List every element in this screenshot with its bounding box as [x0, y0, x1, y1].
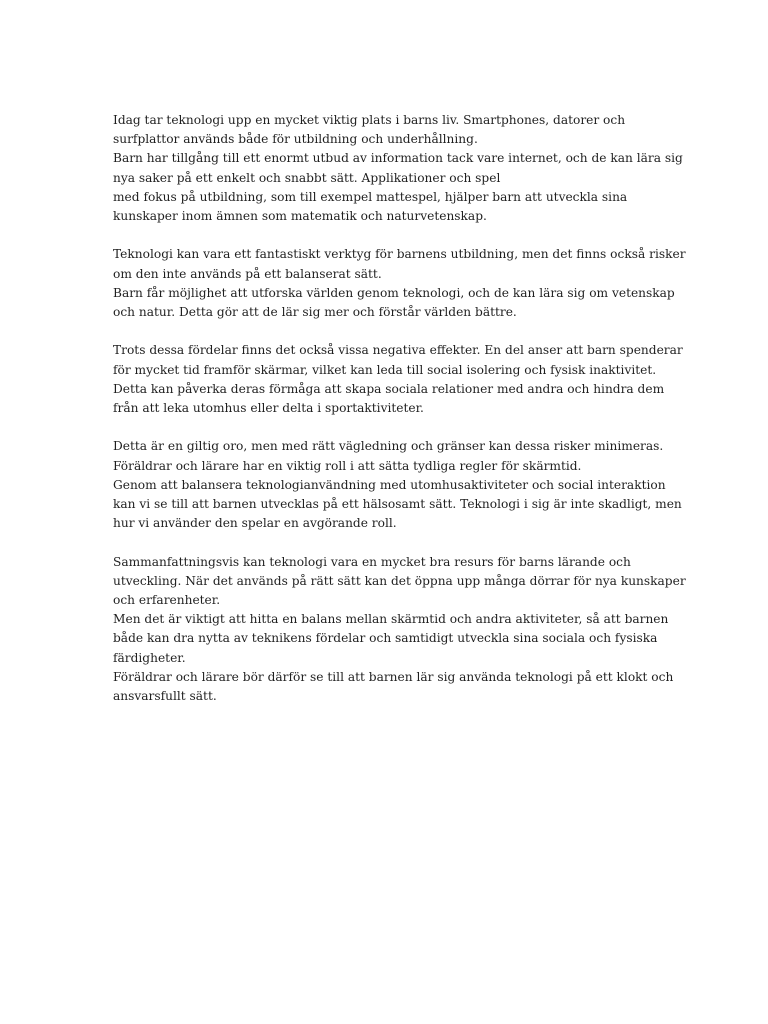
text-line: och erfarenheter.	[113, 593, 221, 608]
paragraph-4	[113, 437, 682, 533]
text-line: Trots dessa fördelar finns det också vissa negativa effekter. En del anser att barn spenderar	[113, 343, 683, 358]
paragraph-3	[113, 341, 683, 418]
text-line: Föräldrar och lärare har en viktig roll i att sätta tydliga regler för skärmtid.	[113, 458, 582, 473]
text-line: både kan dra nytta av teknikens fördelar och samtidigt utveckla sina sociala och fysiska	[113, 631, 658, 646]
text-line: Barn har tillgång till ett enormt utbud av information tack vare internet, och de kan lära sig	[113, 151, 683, 166]
text-line: Detta är en giltig oro, men med rätt vägledning och gränser kan dessa risker minimeras.	[113, 439, 664, 454]
text-line: Sammanfattningsvis kan teknologi vara en mycket bra resurs för barns lärande och	[113, 554, 631, 569]
text-line: Detta kan påverka deras förmåga att skapa sociala relationer med andra och hindra dem	[113, 381, 665, 396]
text-line: Föräldrar och lärare bör därför se till att barnen lär sig använda teknologi på ett klokt och	[113, 669, 674, 684]
text-line: Idag tar teknologi upp en mycket viktig plats i barns liv. Smartphones, datorer och	[113, 113, 626, 127]
text-line: färdigheter.	[113, 650, 186, 665]
text-line: Genom att balansera teknologianvändning med utomhusaktiviteter och social interaktion	[113, 477, 666, 492]
paragraph-5	[113, 553, 686, 707]
text-line: nya saker på ett enkelt och snabbt sätt. Applikationer och spel	[113, 170, 501, 185]
text-line: kunskaper inom ämnen som matematik och naturvetenskap.	[113, 209, 487, 224]
text-line: för mycket tid framför skärmar, vilket kan leda till social isolering och fysisk inaktivitet.	[113, 362, 657, 377]
text-line: från att leka utomhus eller delta i sportaktiviteter.	[113, 401, 424, 416]
text-line: surfplattor används både för utbildning och underhållning.	[113, 132, 478, 147]
document-body	[113, 111, 686, 725]
text-line: Barn får möjlighet att utforska världen genom teknologi, och de kan lära sig om vetenskap	[113, 285, 675, 300]
text-line: och natur. Detta gör att de lär sig mer och förstår världen bättre.	[113, 305, 517, 320]
paragraph-1	[113, 111, 683, 226]
text-line: om den inte används på ett balanserat sätt.	[113, 266, 382, 281]
text-line: Men det är viktigt att hitta en balans mellan skärmtid och andra aktiviteter, så att barnen	[113, 612, 669, 627]
text-line: kan vi se till att barnen utvecklas på ett hälsosamt sätt. Teknologi i sig är inte skadligt, men	[113, 497, 682, 512]
text-line: ansvarsfullt sätt.	[113, 689, 217, 704]
text-line: med fokus på utbildning, som till exempel mattespel, hjälper barn att utveckla sina	[113, 189, 628, 204]
text-line: hur vi använder den spelar en avgörande roll.	[113, 516, 397, 531]
text-line: utveckling. När det används på rätt sätt kan det öppna upp många dörrar för nya kunskaper	[113, 573, 686, 588]
paragraph-2	[113, 245, 686, 322]
text-line: Teknologi kan vara ett fantastiskt verktyg för barnens utbildning, men det finns också risker	[113, 247, 686, 262]
